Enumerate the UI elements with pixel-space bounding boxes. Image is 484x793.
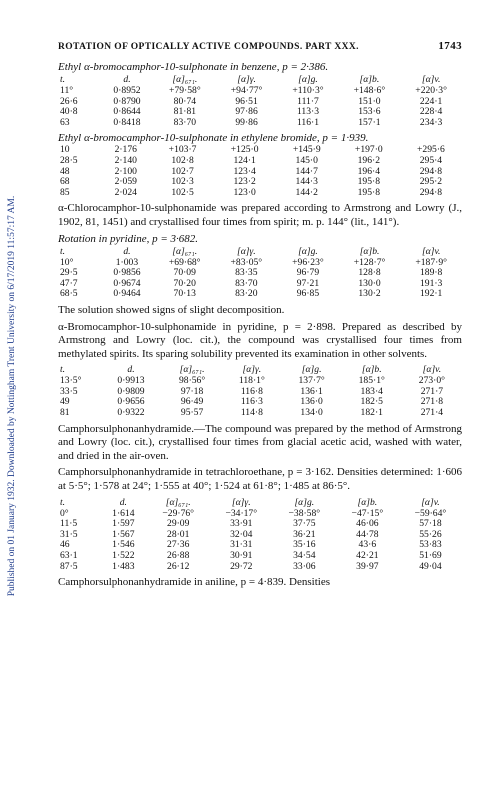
table-cell: 102·5 [171,186,194,198]
table-cell: 195·8 [357,176,380,188]
table-cell: 196·2 [357,154,380,166]
body-paragraph: α-Bromocamphor-10-sulphonamide in pyridine, p = 2·898. Prepared as described by Armstrong and Lowry (loc. cit.), the compound was crystallised four times from methylated spirits. Its sparing solubility prevented its examination in other solvents. [58,320,462,360]
column-header: [α]v. [421,245,441,257]
table-cell: 63·1 [60,550,78,561]
table-cell: 81·81 [173,106,197,118]
table-cell: 37·75 [293,518,316,530]
table-cell: 31·31 [230,539,253,551]
table-cell: 48 [60,165,70,177]
table-cell: 36·21 [293,528,316,540]
table-cell: 46 [60,539,70,551]
table-cell: 83·20 [235,288,258,300]
table-cell: 128·8 [358,267,381,279]
table-cell: 0·9913 [117,375,145,387]
table-cell: 97·86 [235,106,258,118]
table-cell: 33·06 [293,560,316,572]
table-cell: 0·9464 [113,288,141,300]
table-cell: 39·97 [356,560,379,572]
table-cell: 26·6 [60,95,78,107]
table-cell: 0·8952 [113,85,141,96]
table-cell: 102·7 [171,165,194,177]
download-sidebar [0,0,24,793]
column-header: [α]b. [357,496,378,508]
table-cell: 234·3 [419,116,443,128]
column-header: t. [60,74,66,85]
table-cell: +295·6 [417,144,445,156]
body-paragraph: Camphorsulphonanhydramide in aniline, p = 4·839. Densities [58,576,330,589]
table-cell: +96·23° [292,256,324,268]
table-cell: 51·69 [419,550,442,561]
table-row [58,562,462,573]
table-cell: 70·13 [173,288,196,300]
table-cell: 32·04 [230,528,253,540]
table-row [58,118,462,129]
table-cell: 294·8 [419,165,443,177]
table-cell: 35·16 [293,539,316,551]
table-cell: 43·6 [358,539,377,551]
table-cell: 11·5 [60,518,78,530]
table-cell: 40·8 [60,106,78,118]
table-caption: Rotation in pyridine, p = 3·682. [58,232,199,245]
table-cell: 0·9809 [117,385,145,397]
body-paragraph: Camphorsulphonanhydramide in tetrachloroethane, p = 3·162. Densities determined: 1·606 at 5·5°; 1·578 at 24°; 1·555 at 40°; 1·524 at 61·8°; 1·485 at 86·5°. [58,466,462,493]
table-cell: 0·9656 [117,396,145,408]
column-header: [α]v. [421,496,440,508]
table-cell: 2·140 [114,154,137,166]
column-header: [α]b. [359,74,380,85]
column-header: [α]v. [421,74,441,85]
table-cell: 10 [60,144,70,156]
body-paragraph: The solution showed signs of slight decomposition. [58,303,285,316]
rotation-table [58,74,462,128]
table-cell: 271·7 [420,385,444,397]
table-cell: 144·7 [295,165,318,177]
table-row [58,289,462,300]
running-head-title: ROTATION OF OPTICALLY ACTIVE COMPOUNDS. PART XXX. [58,42,359,52]
table-cell: 96·85 [296,288,320,300]
table-cell: 228·4 [419,106,443,118]
table-cell: −29·76° [162,507,195,519]
body-paragraph: α-Chlorocamphor-10-sulphonamide was prepared according to Armstrong and Lowry (J., 1902, 81, 1451) and crystallised four times from spirit; m. p. 144° (lit., 141°). [58,202,462,228]
table-cell: 11° [60,85,74,96]
table-cell: +69·68° [168,256,201,268]
table-cell: 13·5° [60,375,82,387]
table-cell: 124·1 [233,154,256,166]
table-cell: 53·83 [419,539,442,551]
table-cell: +83·05° [230,256,263,268]
table-cell: 87·5 [60,560,78,572]
column-header: [α]g. [298,74,318,85]
column-header: [α]γ. [237,74,256,85]
table-cell: −47·15° [351,507,384,519]
table-row [58,188,462,199]
column-header: t. [60,364,66,376]
table-cell: 47·7 [60,277,78,289]
table-cell: 34·54 [293,550,316,561]
table-cell: 0° [60,507,69,519]
table-cell: 26·12 [167,560,190,572]
table-cell: 55·26 [419,528,442,540]
table-cell: +128·7° [353,256,386,268]
table-cell: +220·3° [415,85,447,96]
table-cell: 70·20 [173,277,196,289]
column-header: [α]γ. [242,364,262,376]
table-cell: 123·4 [233,165,256,177]
table-cell: 83·35 [235,267,258,279]
table-cell: +148·6° [353,85,386,96]
table-cell: 42·21 [356,550,379,561]
table-cell: 97·18 [180,385,204,397]
table-cell: 196·4 [357,165,380,177]
column-header: [α]b. [359,245,380,257]
table-cell: 1·483 [112,560,135,572]
table-cell: 151·0 [358,95,381,107]
table-cell: 295·4 [419,154,443,166]
column-header: [α]₆₇₁. [172,74,198,85]
table-cell: −34·17° [225,507,258,519]
table-cell: 83·70 [173,116,197,128]
table-cell: 28·5 [60,154,78,166]
table-cell: 1·522 [112,550,135,561]
table-cell: 134·0 [300,407,323,419]
table-cell: 98·56° [178,375,206,387]
table-cell: 113·3 [296,106,319,118]
table-cell: −38·58° [288,507,321,519]
table-cell: 123·0 [233,186,256,198]
table-cell: 81 [60,407,70,419]
table-cell: 273·0° [418,375,446,387]
table-cell: 85 [60,186,70,198]
column-header: [α]g. [298,245,318,257]
table-caption: Ethyl α-bromocamphor-10-sulphonate in benzene, p = 2·386. [58,61,329,73]
column-header: [α]b. [361,364,382,376]
table-caption: Ethyl α-bromocamphor-10-sulphonate in ethylene bromide, p = 1·939. [58,132,369,145]
table-cell: 294·8 [419,186,443,198]
column-header: [α]₆₇₁. [165,496,191,508]
column-header: d. [127,364,135,376]
page-number: 1743 [438,40,462,52]
table-cell: 68 [60,176,70,188]
table-cell: 137·7° [298,375,325,387]
table-cell: 83·70 [235,277,258,289]
column-header: [α]γ. [236,245,256,257]
table-cell: 1·597 [112,518,135,530]
running-head [58,40,462,52]
table-cell: 0·8418 [113,116,141,128]
table-cell: 30·91 [230,550,253,561]
table-cell: 96·51 [235,95,258,107]
table-cell: 49·04 [419,560,442,572]
table-cell: 46·06 [356,518,379,530]
table-cell: 157·1 [358,116,381,128]
table-cell: 28·01 [167,528,190,540]
table-cell: 130·0 [358,277,381,289]
table-cell: 49 [60,396,70,408]
column-header: t. [60,496,66,508]
table-cell: 10° [60,256,74,268]
table-cell: 0·9322 [117,407,145,419]
table-row [58,551,462,562]
table-cell: 111·7 [297,95,319,107]
table-cell: 192·1 [419,288,443,300]
rotation-table [58,246,462,300]
table-cell: 29·5 [60,267,78,279]
table-cell: 183·4 [360,385,383,397]
table-cell: 97·21 [296,277,320,289]
table-cell: 195·8 [357,186,380,198]
table-cell: 29·09 [167,518,190,530]
table-cell: 116·3 [240,396,263,408]
table-cell: +103·7 [168,144,197,156]
rotation-table [58,497,462,573]
table-cell: 189·8 [419,267,443,279]
table-header-row [58,497,462,509]
table-row [58,86,462,97]
table-header-row [58,246,462,258]
column-header: d. [123,245,131,257]
table-cell: 29·72 [230,560,253,572]
table-cell: 295·2 [419,176,443,188]
table-cell: 2·059 [114,176,137,188]
table-cell: 144·2 [295,186,318,198]
table-cell: +79·58° [169,85,201,96]
table-cell: 0·8790 [113,95,141,107]
table-cell: 2·024 [114,186,137,198]
table-cell: +187·9° [415,256,447,268]
table-cell: 130·2 [358,288,381,300]
table-cell: 44·78 [356,528,379,540]
column-header: [α]γ. [231,496,251,508]
column-header: [α]₆₇₁. [172,245,198,257]
table-cell: 26·88 [167,550,190,561]
table-cell: 1·546 [112,539,135,551]
column-header: d. [119,496,127,508]
column-header: [α]₆₇₁. [179,364,205,376]
table-cell: 0·9674 [113,277,141,289]
table-cell: 182·5 [360,396,383,408]
rotation-table [58,364,462,418]
table-cell: 102·3 [171,176,194,188]
table-cell: 144·3 [295,176,318,188]
table-cell: 31·5 [60,528,78,540]
table-cell: 185·1° [358,375,385,387]
table-cell: 1·003 [115,256,139,268]
table-cell: 96·79 [296,267,320,279]
body-paragraph: Camphorsulphonanhydramide.—The compound was prepared by the method of Armstrong and Lowry (loc. cit.), crystallised four times from glacial acetic acid, washed with water, and dried in the air-oven. [58,422,462,462]
table-cell: −59·64° [414,507,447,519]
table-cell: +145·9 [292,144,321,156]
table-cell: 96·49 [180,396,204,408]
table-cell: 70·09 [173,267,196,279]
table-cell: +125·0 [230,144,259,156]
table-cell: 95·57 [180,407,204,419]
table-cell: 114·8 [240,407,263,419]
table-cell: 80·74 [173,95,197,107]
table-cell: 116·1 [296,116,319,128]
journal-page [58,40,462,593]
table-row [58,156,462,167]
table-cell: 68·5 [60,288,78,300]
table-cell: 2·100 [114,165,137,177]
table-cell: 2·176 [114,144,137,156]
table-cell: 1·614 [112,507,135,519]
table-cell: +94·77° [230,85,263,96]
column-header: [α]v. [422,364,442,376]
download-notice: Published on 01 January 1932. Downloaded by Nottingham Trent University on 6/17/2019 11:57:17 AM. [7,195,17,597]
table-cell: 1·567 [112,528,135,540]
page-content [58,61,462,590]
table-cell: 57·18 [419,518,442,530]
table-row [58,408,462,419]
table-cell: 136·1 [300,385,323,397]
table-cell: 118·1° [238,375,265,387]
column-header: [α]g. [294,496,315,508]
table-cell: 224·1 [419,95,443,107]
table-cell: 27·36 [167,539,190,551]
table-cell: 136·0 [300,396,323,408]
column-header: t. [60,245,66,257]
column-header: d. [123,74,131,85]
table-cell: 116·8 [240,385,263,397]
table-cell: 0·8644 [113,106,141,118]
rotation-table [58,145,462,198]
table-cell: +197·0 [354,144,383,156]
table-cell: 271·4 [420,407,444,419]
table-cell: 0·9856 [113,267,141,279]
table-cell: 145·0 [295,154,318,166]
table-cell: 182·1 [360,407,383,419]
table-cell: 33·5 [60,385,78,397]
column-header: [α]g. [301,364,322,376]
table-cell: 191·3 [419,277,443,289]
table-cell: +110·3° [292,85,324,96]
table-cell: 99·86 [235,116,258,128]
table-cell: 271·8 [420,396,444,408]
table-cell: 63 [60,116,70,128]
table-cell: 153·6 [358,106,381,118]
table-cell: 123·2 [233,176,256,188]
table-cell: 102·8 [171,154,194,166]
table-cell: 33·91 [230,518,253,530]
